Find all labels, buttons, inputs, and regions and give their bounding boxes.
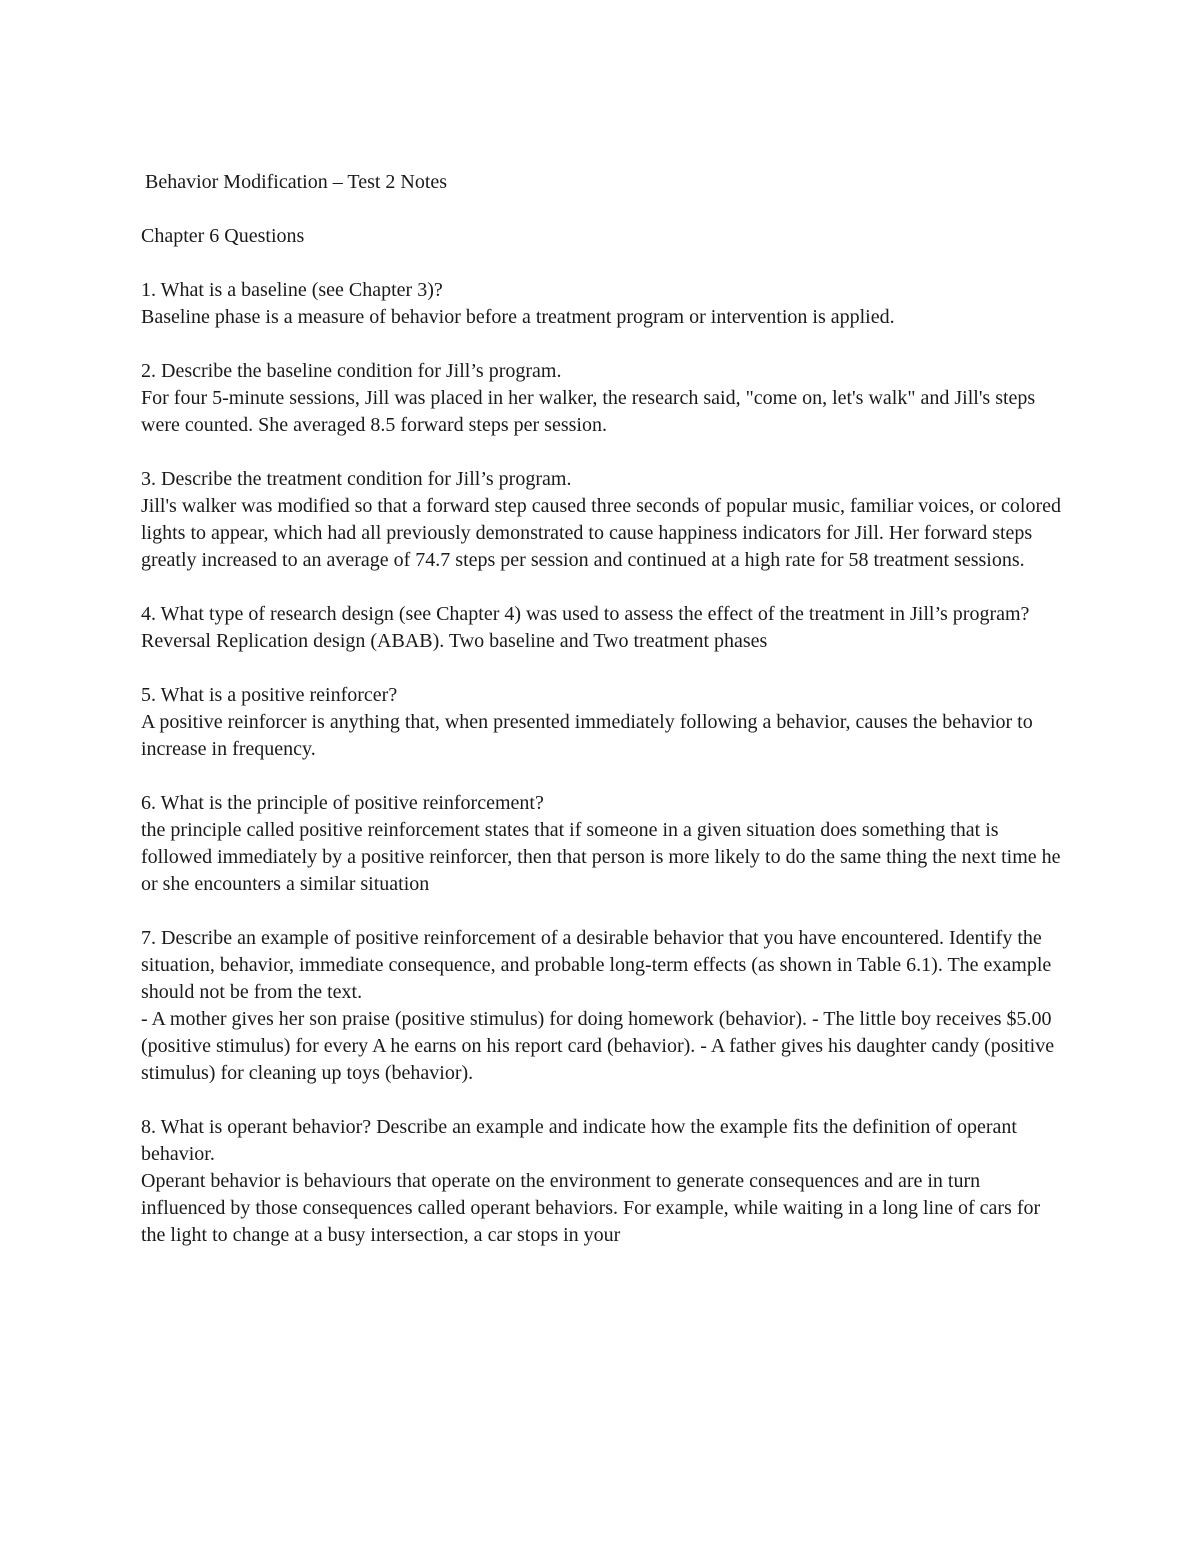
question-7: 7. Describe an example of positive reinforcement of a desirable behavior that you have encountered. Identify the situation, behavior, immediate consequence, and probable long-term effects (as shown in Table 6.1). The example should not be from the text. [141,927,1052,1003]
qa-item-5 [141,682,1066,763]
chapter-heading: Chapter 6 Questions [141,225,305,247]
answer-7: - A mother gives her son praise (positive stimulus) for doing homework (behavior). - The little boy receives $5.00 (positive stimulus) for every A he earns on his report card (behavior). - A father gives his daughter candy (positive stimulus) for cleaning up toys (behavior). [141,1008,1055,1084]
answer-1: Baseline phase is a measure of behavior before a treatment program or intervention is applied. [141,306,895,328]
qa-item-3 [141,466,1066,574]
question-4: 4. What type of research design (see Chapter 4) was used to assess the effect of the treatment in Jill’s program? [141,603,1030,625]
answer-3: Jill's walker was modified so that a forward step caused three seconds of popular music, familiar voices, or colored lights to appear, which had all previously demonstrated to cause happiness indicators for Jill. Her forward steps greatly increased to an average of 74.7 steps per session and continued at a high rate for 58 treatment sessions. [141,495,1061,571]
qa-item-8 [141,1114,1066,1249]
qa-item-2 [141,358,1066,439]
question-3: 3. Describe the treatment condition for Jill’s program. [141,468,572,490]
document-title: Behavior Modification – Test 2 Notes [145,171,448,193]
question-1: 1. What is a baseline (see Chapter 3)? [141,279,443,301]
answer-6: the principle called positive reinforcement states that if someone in a given situation does something that is followed immediately by a positive reinforcer, then that person is more likely to do the same thing the next time he or she encounters a similar situation [141,819,1061,895]
question-6: 6. What is the principle of positive reinforcement? [141,792,544,814]
answer-2: For four 5-minute sessions, Jill was placed in her walker, the research said, "come on, let's walk" and Jill's steps were counted. She averaged 8.5 forward steps per session. [141,387,1036,436]
question-8: 8. What is operant behavior? Describe an example and indicate how the example fits the definition of operant behavior. [141,1116,1017,1165]
answer-4: Reversal Replication design (ABAB). Two baseline and Two treatment phases [141,630,768,652]
qa-item-1 [141,277,1066,331]
question-5: 5. What is a positive reinforcer? [141,684,398,706]
qa-item-6 [141,790,1066,898]
qa-item-7 [141,925,1066,1087]
answer-5: A positive reinforcer is anything that, when presented immediately following a behavior, causes the behavior to increase in frequency. [141,711,1033,760]
answer-8: Operant behavior is behaviours that operate on the environment to generate consequences and are in turn influenced by those consequences called operant behaviors. For example, while waiting in a long line of cars for the light to change at a busy intersection, a car stops in your [141,1170,1041,1246]
document-body [141,169,1066,1276]
question-2: 2. Describe the baseline condition for Jill’s program. [141,360,562,382]
qa-item-4 [141,601,1066,655]
